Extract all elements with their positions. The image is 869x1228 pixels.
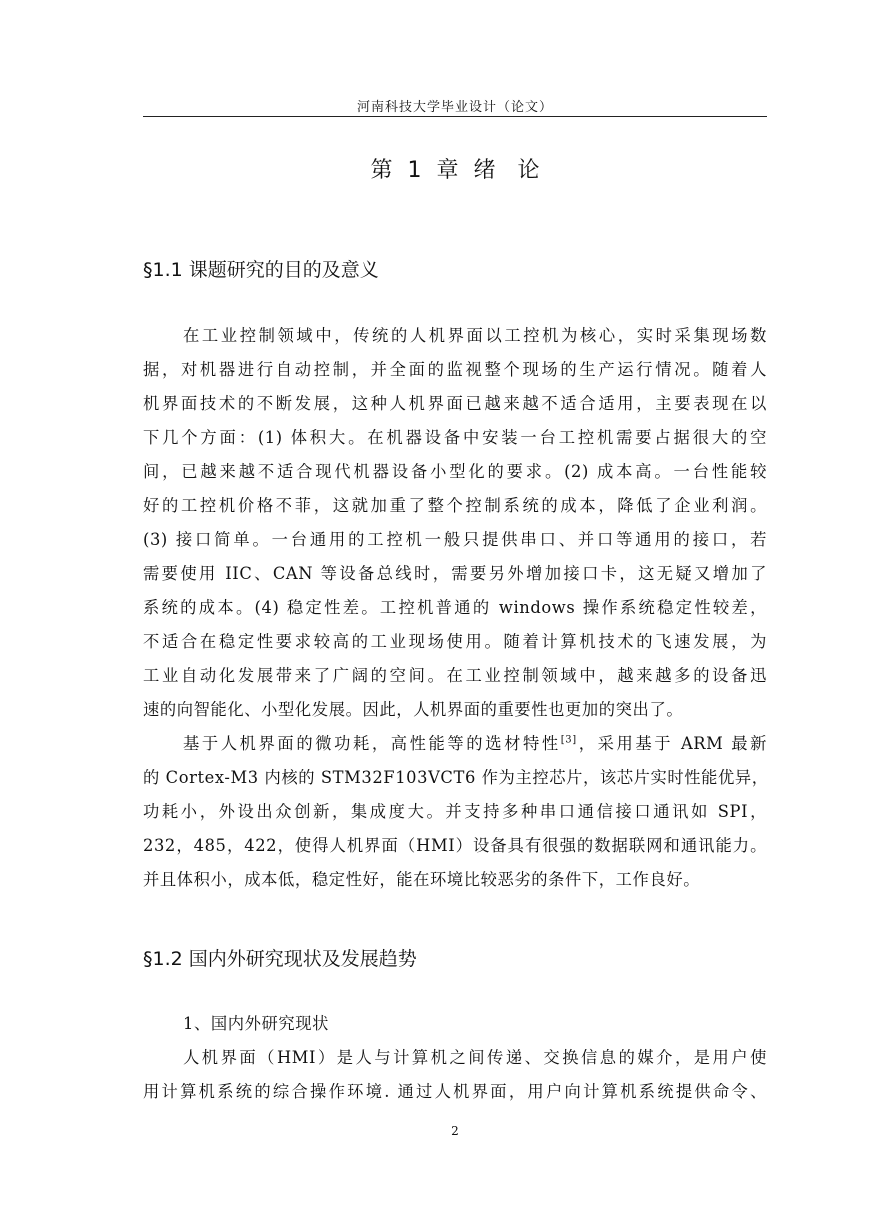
section-heading-1-1: §1.1 课题研究的目的及意义 — [143, 259, 379, 281]
paragraph-line: 不适合在稳定性要求较高的工业现场使用。随着计算机技术的飞速发展，为 — [143, 632, 767, 651]
paragraph-line — [183, 732, 767, 756]
paragraph-line: 用计算机系统的综合操作环境. 通过人机界面，用户向计算机系统提供命令、 — [143, 1082, 767, 1101]
section-heading-1-2: §1.2 国内外研究现状及发展趋势 — [143, 948, 417, 970]
paragraph-line: 好的工控机价格不菲，这就加重了整个控制系统的成本，降低了企业利润。 — [143, 496, 767, 515]
paragraph-line: (3) 接口简单。一台通用的工控机一般只提供串口、并口等通用的接口，若 — [143, 530, 767, 549]
paragraph-line: 人机界面（HMI）是人与计算机之间传递、交换信息的媒介，是用户使 — [183, 1048, 767, 1067]
paragraph-text: ，采用基于 ARM 最新 — [576, 734, 767, 753]
paragraph-line: 工业自动化发展带来了广阔的空间。在工业控制领域中，越来越多的设备迅 — [143, 666, 767, 685]
paragraph-line: 下几个方面：(1) 体积大。在机器设备中安装一台工控机需要占据很大的空 — [143, 428, 767, 447]
paragraph-line: 间，已越来越不适合现代机器设备小型化的要求。(2) 成本高。一台性能较 — [143, 462, 767, 481]
paragraph-line: 的 Cortex-M3 内核的 STM32F103VCT6 作为主控芯片，该芯片实时性能优异， — [143, 768, 769, 787]
paragraph-line: 并且体积小，成本低，稳定性好，能在环境比较恶劣的条件下，工作良好。 — [143, 870, 701, 889]
paragraph-line: 功耗小，外设出众创新，集成度大。并支持多种串口通信接口通讯如 SPI， — [143, 802, 767, 821]
paragraph-line: 据，对机器进行自动控制，并全面的监视整个现场的生产运行情况。随着人 — [143, 360, 767, 379]
running-header: 河南科技大学毕业设计（论文） — [356, 100, 553, 115]
chapter-title: 第 1 章 绪 论 — [370, 158, 540, 183]
subsection-item: 1、国内外研究现状 — [183, 1014, 330, 1033]
citation-ref: [3] — [560, 734, 577, 746]
paragraph-text: 基于人机界面的微功耗，高性能等的选材特性 — [183, 734, 561, 753]
header-rule — [143, 116, 767, 117]
paragraph-line: 在工业控制领域中，传统的人机界面以工控机为核心，实时采集现场数 — [183, 326, 767, 345]
paragraph-line: 机界面技术的不断发展，这种人机界面已越来越不适合适用，主要表现在以 — [143, 394, 767, 413]
paragraph-line: 速的向智能化、小型化发展。因此，人机界面的重要性也更加的突出了。 — [143, 700, 684, 719]
paragraph-line: 系统的成本。(4) 稳定性差。工控机普通的 windows 操作系统稳定性较差， — [143, 598, 767, 617]
paragraph-line: 232，485，422，使得人机界面（HMI）设备具有很强的数据联网和通讯能力。 — [143, 836, 768, 855]
paragraph-line: 需要使用 IIC、CAN 等设备总线时，需要另外增加接口卡，这无疑又增加了 — [143, 564, 767, 583]
page-number: 2 — [451, 1124, 459, 1138]
